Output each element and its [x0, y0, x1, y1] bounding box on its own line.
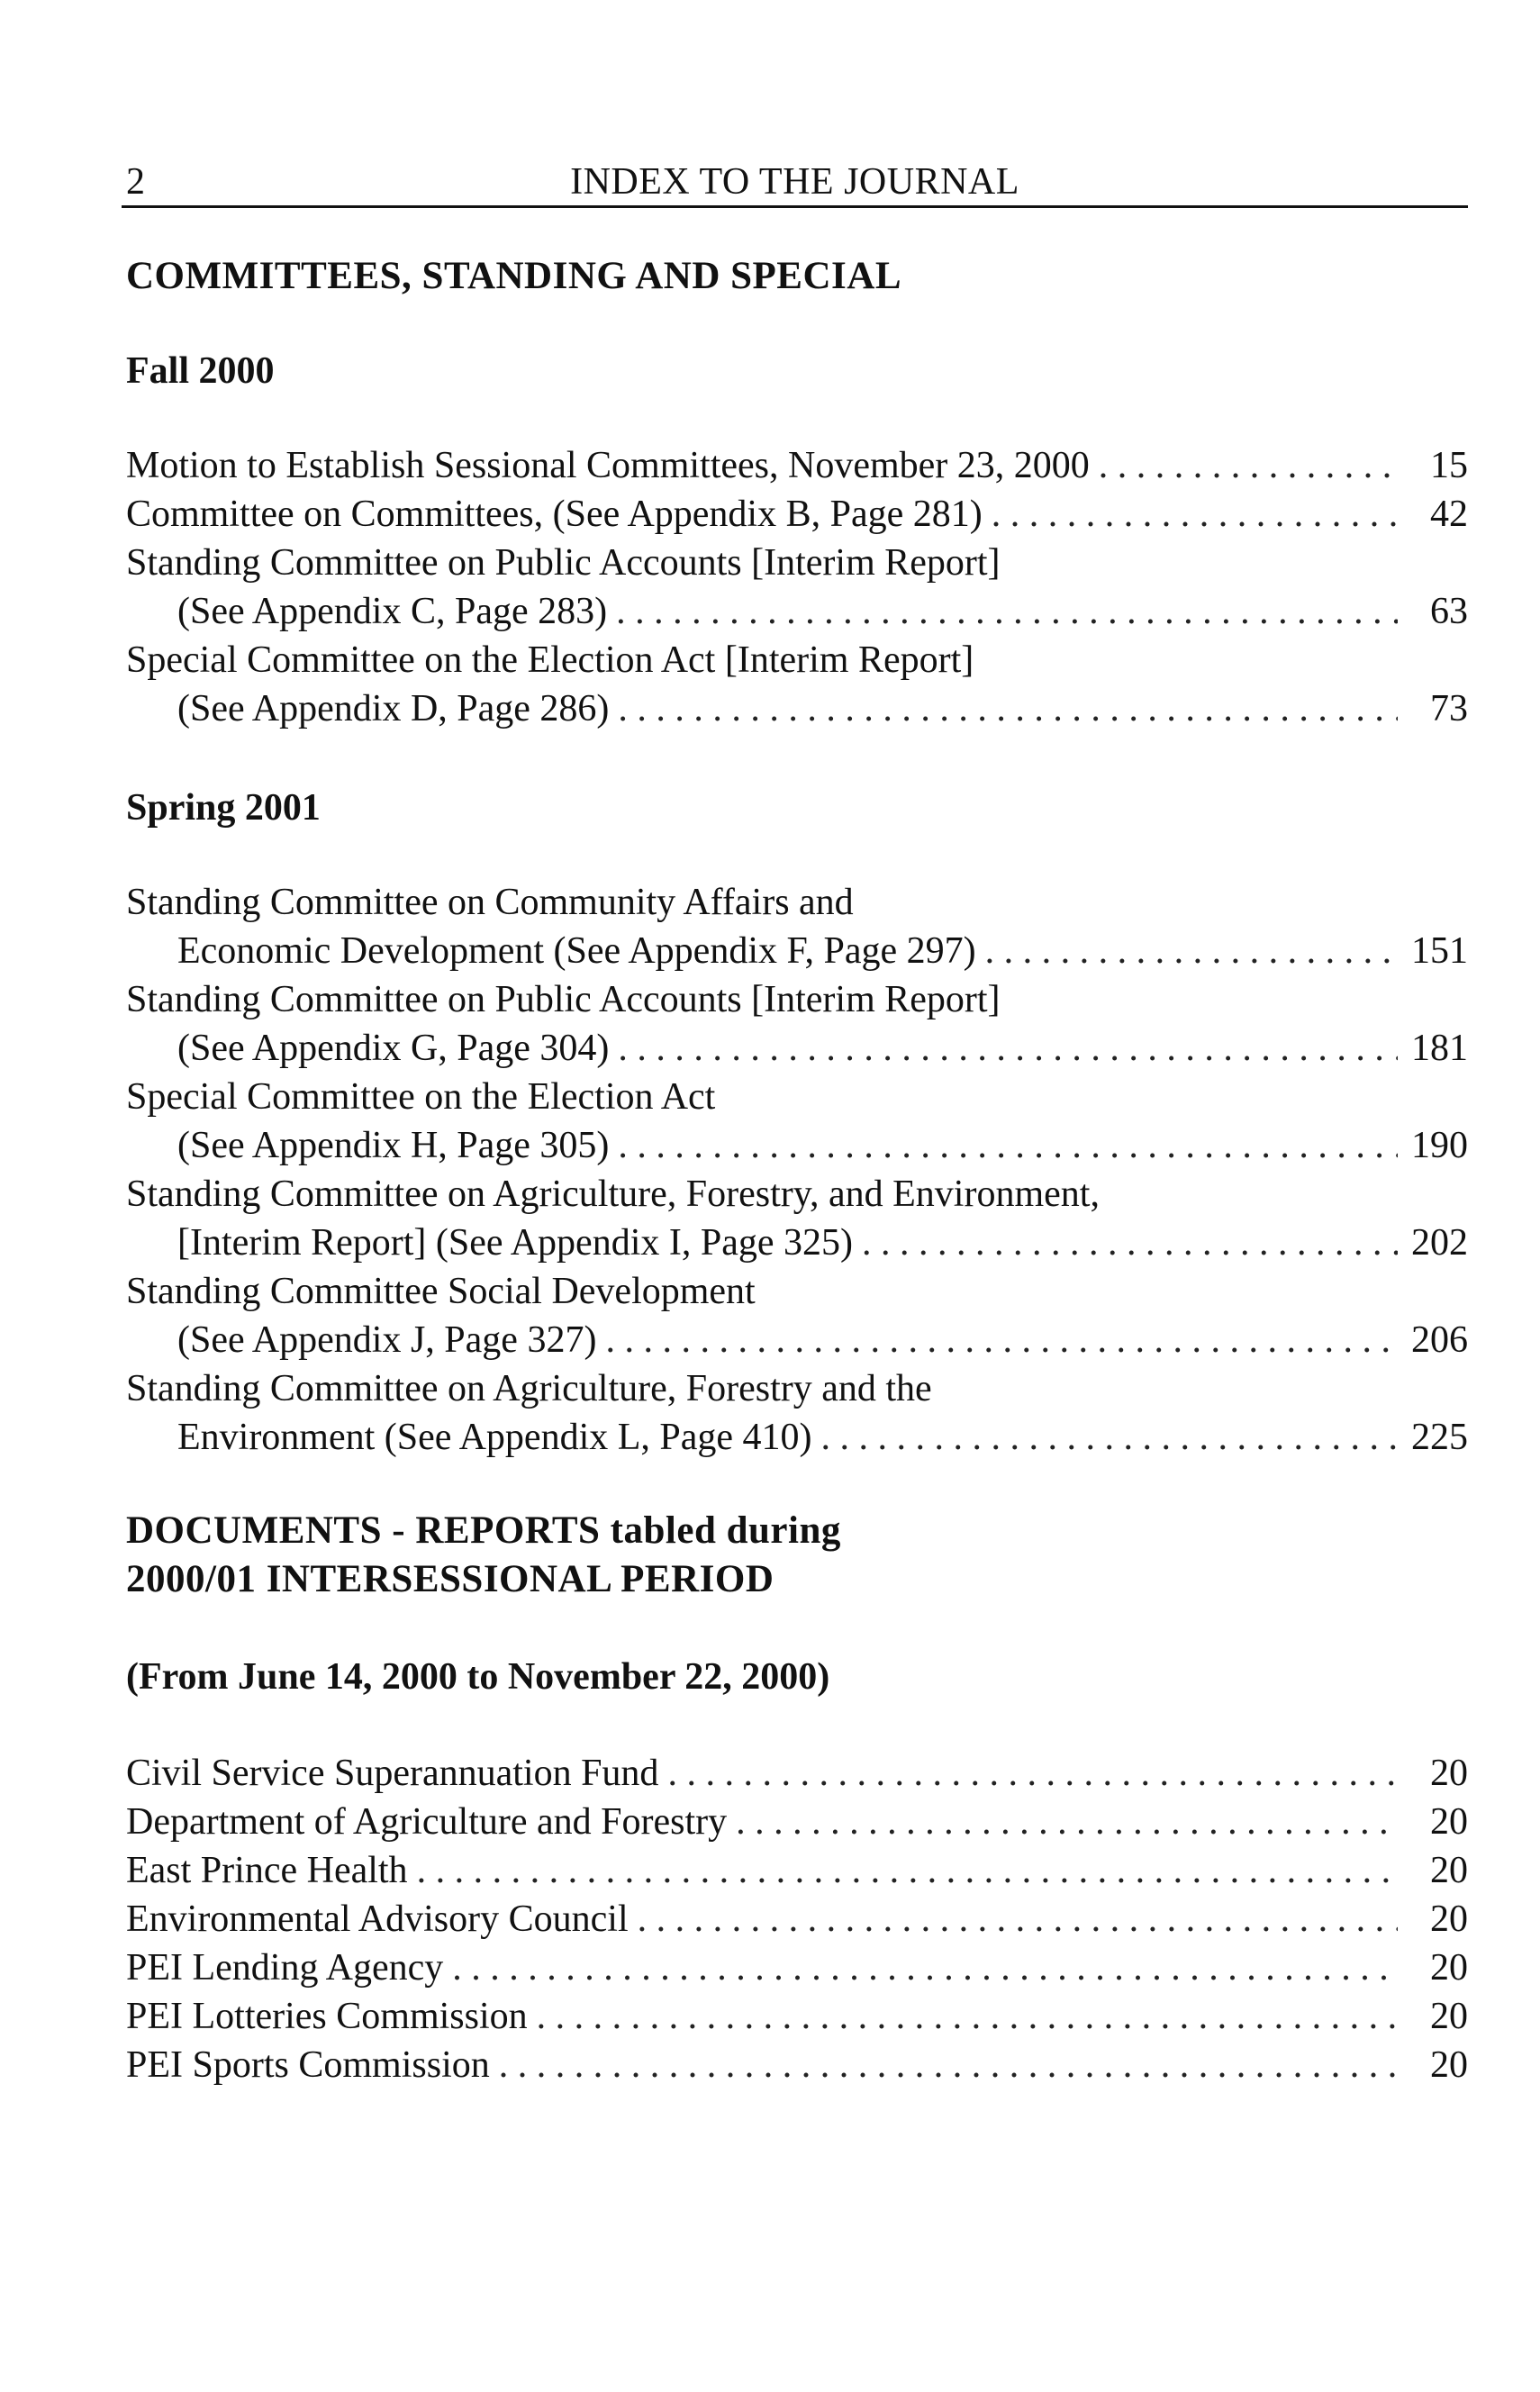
index-entry-line	[126, 1364, 1468, 1413]
index-entry-line	[126, 1024, 1468, 1073]
index-entry-line	[126, 927, 1468, 975]
index-entry-line	[126, 1846, 1468, 1895]
entry-text: Special Committee on the Election Act [Interim Report]	[126, 639, 974, 681]
entry-text: Committee on Committees, (See Appendix B, Page 281)	[126, 494, 983, 535]
spring-entries	[126, 878, 1468, 1462]
entry-text: PEI Sports Commission	[126, 2044, 490, 2086]
index-entry-line	[126, 1316, 1468, 1364]
running-title: INDEX TO THE JOURNAL	[570, 161, 1019, 203]
entry-text: (See Appendix J, Page 327)	[177, 1319, 597, 1361]
entry-text: (See Appendix G, Page 304)	[177, 1028, 610, 1069]
entry-page-number: 73	[1430, 688, 1468, 729]
entry-text: East Prince Health	[126, 1850, 408, 1891]
documents-period: (From June 14, 2000 to November 22, 2000)	[126, 1656, 830, 1698]
entry-text: Standing Committee on Public Accounts [Interim Report]	[126, 979, 1001, 1020]
index-entry-line	[126, 1413, 1468, 1462]
index-entry-line	[126, 1073, 1468, 1121]
entry-page-number: 20	[1430, 1801, 1468, 1843]
entry-page-number: 190	[1411, 1125, 1468, 1166]
index-entry-line	[126, 490, 1468, 539]
entry-text: PEI Lending Agency	[126, 1947, 444, 1989]
entry-page-number: 202	[1411, 1222, 1468, 1264]
dot-leader	[618, 684, 1398, 733]
index-entry-line	[126, 1798, 1468, 1846]
dot-leader	[1099, 441, 1398, 490]
entry-page-number: 181	[1411, 1028, 1468, 1069]
dot-leader	[417, 1846, 1398, 1895]
index-entry-line	[126, 684, 1468, 733]
index-entry-line	[126, 2041, 1468, 2089]
entry-text: (See Appendix H, Page 305)	[177, 1125, 610, 1166]
index-entry-line	[126, 1895, 1468, 1944]
index-entry-line	[126, 441, 1468, 490]
entry-text: Motion to Establish Sessional Committees, November 23, 2000	[126, 445, 1090, 486]
index-entry-line	[126, 1944, 1468, 1992]
entry-text: [Interim Report] (See Appendix I, Page 325)	[177, 1222, 853, 1264]
running-head	[122, 153, 1468, 208]
entry-page-number: 20	[1430, 1898, 1468, 1940]
dot-leader	[618, 1024, 1398, 1073]
entry-text: (See Appendix D, Page 286)	[177, 688, 610, 729]
index-entry-line	[126, 1267, 1468, 1316]
entry-page-number: 63	[1430, 591, 1468, 632]
dot-leader	[605, 1316, 1398, 1364]
entry-page-number: 20	[1430, 1996, 1468, 2037]
entry-text: Standing Committee on Community Affairs and	[126, 882, 854, 923]
index-entry-line	[126, 1170, 1468, 1219]
entry-text: Department of Agriculture and Forestry	[126, 1801, 728, 1843]
subheading-fall-2000: Fall 2000	[126, 350, 275, 392]
entry-page-number: 225	[1411, 1417, 1468, 1458]
entry-text: Standing Committee Social Development	[126, 1271, 756, 1312]
dot-leader	[736, 1798, 1398, 1846]
subheading-spring-2001: Spring 2001	[126, 787, 321, 829]
index-entry-line	[126, 1219, 1468, 1267]
dot-leader	[537, 1992, 1398, 2041]
index-entry-line	[126, 1749, 1468, 1798]
dot-leader	[618, 1121, 1398, 1170]
dot-leader	[667, 1749, 1398, 1798]
index-entry-line	[126, 539, 1468, 587]
entry-page-number: 20	[1430, 1850, 1468, 1891]
entry-page-number: 151	[1411, 930, 1468, 972]
entry-text: Standing Committee on Agriculture, Forestry, and Environment,	[126, 1173, 1100, 1215]
entry-page-number: 206	[1411, 1319, 1468, 1361]
dot-leader	[499, 2041, 1398, 2089]
index-entry-line	[126, 587, 1468, 636]
entry-page-number: 20	[1430, 1947, 1468, 1989]
index-entry-line	[126, 975, 1468, 1024]
entry-text: (See Appendix C, Page 283)	[177, 591, 608, 632]
section-heading-committees: COMMITTEES, STANDING AND SPECIAL	[126, 255, 902, 297]
entry-text: PEI Lotteries Commission	[126, 1996, 528, 2037]
dot-leader	[862, 1219, 1398, 1267]
entry-page-number: 20	[1430, 1753, 1468, 1794]
index-entry-line	[126, 1121, 1468, 1170]
entry-text: Economic Development (See Appendix F, Page 297)	[177, 930, 976, 972]
dot-leader	[616, 587, 1398, 636]
dot-leader	[985, 927, 1398, 975]
entry-text: Standing Committee on Agriculture, Forestry and the	[126, 1368, 932, 1409]
fall-entries	[126, 441, 1468, 733]
entry-page-number: 15	[1430, 445, 1468, 486]
entry-text: Environmental Advisory Council	[126, 1898, 629, 1940]
dot-leader	[821, 1413, 1398, 1462]
index-entry-line	[126, 878, 1468, 927]
documents-heading-line-2: 2000/01 INTERSESSIONAL PERIOD	[126, 1558, 775, 1600]
entry-page-number: 20	[1430, 2044, 1468, 2086]
documents-heading-line-1: DOCUMENTS - REPORTS tabled during	[126, 1509, 841, 1552]
entry-text: Standing Committee on Public Accounts [Interim Report]	[126, 542, 1001, 584]
index-entry-line	[126, 1992, 1468, 2041]
dot-leader	[638, 1895, 1398, 1944]
index-entry-line	[126, 636, 1468, 684]
page-number: 2	[126, 161, 145, 203]
section-heading-documents	[126, 1507, 841, 1604]
entry-text: Environment (See Appendix L, Page 410)	[177, 1417, 812, 1458]
entry-text: Special Committee on the Election Act	[126, 1076, 716, 1118]
entry-page-number: 42	[1430, 494, 1468, 535]
dot-leader	[992, 490, 1398, 539]
entry-text: Civil Service Superannuation Fund	[126, 1753, 659, 1794]
documents-entries	[126, 1749, 1468, 2089]
dot-leader	[452, 1944, 1398, 1992]
